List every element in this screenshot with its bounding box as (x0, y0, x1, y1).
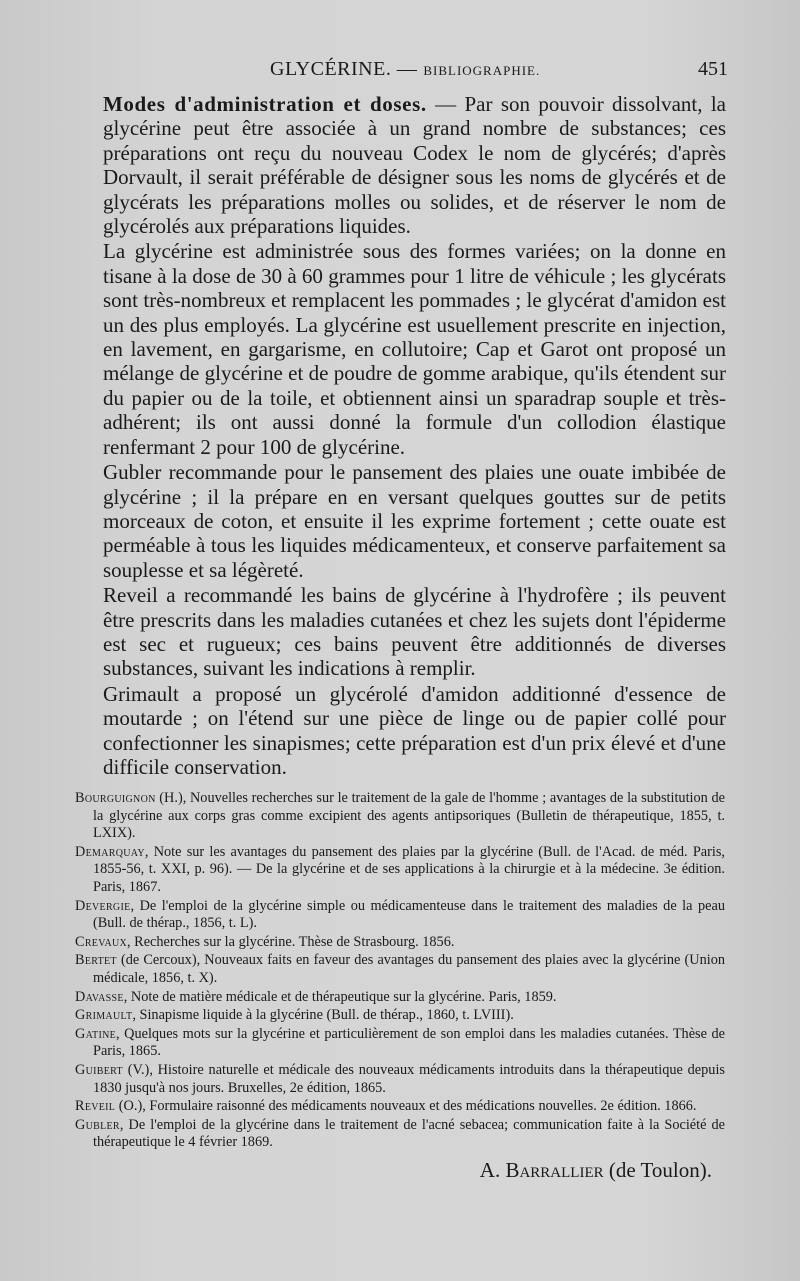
bibliography-entry: Gubler, De l'emploi de la glycérine dans le traitement de l'acné sebacea; communication faite à la Société de thérapeutique le 4 février 1869. (75, 1116, 725, 1151)
bibliography-entry: Demarquay, Note sur les avantages du pansement des plaies par la glycérine (Bull. de l'Acad. de méd. Paris, 1855-56, t. XXI, p. 96). — De la glycérine et de ses applications à la chirurgie et à la médecine. 3e édition. Paris, 1867. (75, 843, 725, 895)
bibliography-entry: Bourguignon (H.), Nouvelles recherches sur le traitement de la gale de l'homme ; avantages de la substitution de la glycérine aux corps gras comme excipient des agents antipsoriques (Bulletin de thérapeutique, 1855, t. LXIX). (75, 790, 725, 842)
main-text (103, 92, 726, 779)
bibliography-entry: Devergie, De l'emploi de la glycérine simple ou médicamenteuse dans le traitement des maladies de la peau (Bull. de thérap., 1856, t. L). (75, 897, 725, 932)
paragraph: Reveil a recommandé les bains de glycérine à l'hydrofère ; ils peuvent être prescrits dans les maladies cutanées et chez les sujets dont l'épiderme est sec et rugueux; ces bains peuvent être additionnés de diverses substances, suivant les indications à remplir. (103, 583, 726, 681)
bibliography-entry: Guibert (V.), Histoire naturelle et médicale des nouveaux médicaments introduits dans la thérapeutique depuis 1830 jusqu'à nos jours. Bruxelles, 2e édition, 1865. (75, 1061, 725, 1096)
bibliography-entry: Grimault, Sinapisme liquide à la glycérine (Bull. de thérap., 1860, t. LVIII). (75, 1007, 514, 1024)
bibliography-entry: Bertet (de Cercoux), Nouveaux faits en faveur des avantages du pansement des plaies avec la glycérine (Union médicale, 1856, t. X). (75, 952, 725, 986)
paragraph: Modes d'administration et doses. — Par son pouvoir dissolvant, la glycérine peut être associée à un grand nombre de substances; ces préparations ont reçu du nouveau Codex le nom de glycérés; d'après Dorvault, il serait préférable de désigner sous les noms de glycérés et de glycérats les préparations molles ou solides, et de réserver le nom de glycérolés aux préparations liquides. (103, 92, 726, 239)
bibliography-entry: Gatine, Quelques mots sur la glycérine et particulièrement de son emploi dans les maladies cutanées. Thèse de Paris, 1865. (75, 1025, 725, 1060)
paragraph: Grimault a proposé un glycérolé d'amidon additionné d'essence de moutarde ; on l'étend sur une pièce de linge ou de papier collé pour confectionner les sinapismes; cette préparation est d'un prix élevé et d'une difficile conservation. (103, 681, 726, 779)
paragraph: Gubler recommande pour le pansement des plaies une ouate imbibée de glycérine ; il la prépare en en versant quelques gouttes sur de petits morceaux de coton, et ensuite il les exprime fortement ; cette ouate est perméable à tous les liquides médicamenteux, et conserve parfaitement sa souplesse et sa légèreté. (103, 460, 726, 582)
bibliography-entry: Davasse, Note de matière médicale et de thérapeutique sur la glycérine. Paris, 1859. (75, 988, 557, 1005)
section-heading: Modes d'administration et doses. (103, 92, 427, 116)
paragraph: La glycérine est administrée sous des formes variées; on la donne en tisane à la dose de 30 à 60 grammes pour 1 litre de véhicule ; les glycérats sont très-nombreux et remplacent les pommades ; le glycérat d'amidon est un des plus employés. La glycérine est usuellement prescrite en injection, en lavement, en gargarisme, en collutoire; Cap et Garot ont proposé un mélange de glycérine et de poudre de gomme arabique, qu'ils étendent sur du papier ou de la toile, et obtiennent ainsi un sparadrap souple et très-adhérent; ils ont aussi donné la formule d'un collodion élastique renfermant 2 pour 100 de glycérine. (103, 239, 726, 459)
author-signature: A. Barrallier (de Toulon). (479, 1158, 712, 1182)
page-number: 451 (698, 58, 728, 80)
bibliography (75, 790, 725, 1153)
bibliography-entry: Crevaux, Recherches sur la glycérine. Thèse de Strasbourg. 1856. (75, 933, 455, 950)
running-title: GLYCÉRINE. — BIBLIOGRAPHIE. (270, 58, 541, 80)
bibliography-entry: Reveil (O.), Formulaire raisonné des médicaments nouveaux et des médications nouvelles. 2e édition. 1866. (75, 1098, 697, 1115)
running-subtitle: BIBLIOGRAPHIE. (423, 63, 541, 78)
page-header (100, 56, 728, 86)
